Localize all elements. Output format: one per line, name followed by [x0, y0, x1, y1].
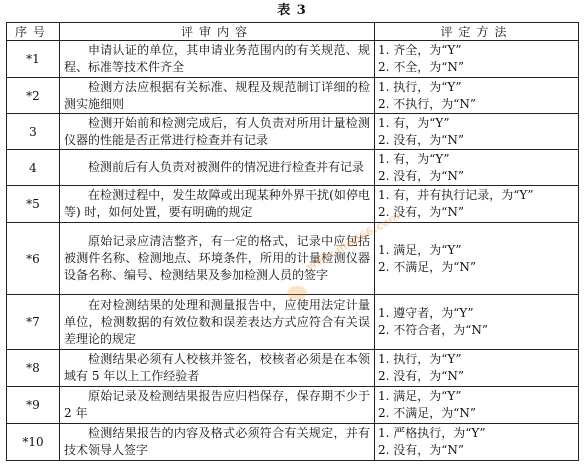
- row-content: [60, 78, 375, 114]
- table-row: [7, 78, 579, 114]
- method-option: 2. 没有，为“N”: [378, 443, 465, 457]
- row-method: [375, 186, 579, 223]
- method-option: 1. 有，为“Y”: [378, 151, 450, 166]
- method-option: 2. 没有，为“N”: [378, 369, 465, 383]
- method-option: 2. 不执行，为“N”: [378, 96, 477, 111]
- method-option: 1. 满足，为“Y”: [378, 242, 462, 257]
- header-method: 评定方法: [375, 23, 579, 41]
- row-number: *9: [7, 387, 60, 424]
- table-row: [7, 223, 579, 295]
- method-option: 1. 执行，为“Y”: [378, 352, 462, 366]
- watermark: www.med66.com: [303, 209, 402, 274]
- row-content: [60, 186, 375, 223]
- method-option: 2. 不满足，为“N”: [378, 406, 477, 420]
- table-row: [7, 387, 579, 424]
- row-number: *1: [7, 41, 60, 78]
- row-number: *7: [7, 295, 60, 350]
- row-content: [60, 114, 375, 150]
- table-row: [7, 150, 579, 186]
- row-content: [60, 387, 375, 424]
- method-option: 1. 有，为“Y”: [378, 115, 450, 130]
- table-row: [7, 424, 579, 461]
- row-method: [375, 78, 579, 114]
- row-method: [375, 387, 579, 424]
- row-content-text: 在检测过程中，发生故障或出现某种外界干扰(如停电等) 时，如何处置，要有明确的规定: [64, 188, 370, 219]
- row-content: [60, 350, 375, 387]
- header-no: 序号: [7, 23, 60, 41]
- row-content-text: 原始记录及检测结果报告应归档保存，保存期不少于 2 年: [64, 389, 370, 420]
- row-content-text: 申请认证的单位，其申请业务范围内的有关规范、规程、标准等技术件齐全: [64, 43, 370, 74]
- row-content: [60, 424, 375, 461]
- table-row: [7, 186, 579, 223]
- row-number: 4: [7, 150, 60, 186]
- table-row: [7, 114, 579, 150]
- row-method: [375, 350, 579, 387]
- row-number: *5: [7, 186, 60, 223]
- header-row: [7, 23, 579, 41]
- row-method: [375, 223, 579, 295]
- row-content-text: 检测结果必须有人校核并签名，校核者必须是在本领域有 5 年以上工作经验者: [64, 352, 370, 383]
- row-method: [375, 150, 579, 186]
- row-content: [60, 295, 375, 350]
- table-title: 表 3: [277, 3, 307, 18]
- row-content-text: 检测结果报告的内容及格式必须符合有关规定，并有技术领导人签字: [64, 426, 370, 457]
- method-option: 2. 没有，为“N”: [378, 168, 465, 183]
- row-method: [375, 114, 579, 150]
- method-option: 1. 齐全，为“Y”: [378, 43, 462, 57]
- row-method: [375, 424, 579, 461]
- header-content: 评审内容: [60, 23, 375, 41]
- evaluation-table: [6, 22, 579, 461]
- table-row: [7, 41, 579, 78]
- method-option: 2. 不符合者，为“N”: [378, 323, 489, 337]
- row-content-text: 检测方法应根据有关标准、规程及规范制订详细的检测实施细则: [64, 79, 370, 111]
- method-option: 2. 没有，为“N”: [378, 132, 465, 147]
- row-content: [60, 150, 375, 186]
- row-number: *10: [7, 424, 60, 461]
- row-content-text: 原始记录应清洁整齐，有一定的格式，记录中应包括被测件名称、检测地点、环境条件，所用的计量检测仪器设备名称、编号、检测结果及参加检测人员的签字: [64, 234, 370, 282]
- row-method: [375, 295, 579, 350]
- table-row: [7, 295, 579, 350]
- row-number: *8: [7, 350, 60, 387]
- method-option: 1. 遵守者，为“Y”: [378, 306, 474, 320]
- method-option: 1. 有，并有执行记录，为“Y”: [378, 188, 534, 202]
- row-number: *6: [7, 223, 60, 295]
- row-content-text: 检测前后有人负责对被测件的情况进行检查并有记录: [88, 160, 365, 174]
- row-content-text: 检测开始前和检测完成后，有人负责对所用计量检测仪器的性能是否正常进行检查并有记录: [64, 115, 370, 147]
- method-option: 2. 不满足，为“N”: [378, 259, 477, 274]
- row-number: *2: [7, 78, 60, 114]
- method-option: 2. 没有，为“N”: [378, 205, 465, 219]
- method-option: 1. 严格执行，为“Y”: [378, 426, 486, 440]
- method-option: 2. 不全，为“N”: [378, 60, 465, 74]
- method-option: 1. 满足，为“Y”: [378, 389, 462, 403]
- row-content-text: 在对检测结果的处理和测量报告中，应使用法定计量单位，检测数据的有效位数和误差表达方式应符合有关误差理论的规定: [64, 297, 370, 346]
- row-content: [60, 223, 375, 295]
- method-option: 1. 执行，为“Y”: [378, 79, 462, 94]
- row-content: [60, 41, 375, 78]
- row-method: [375, 41, 579, 78]
- table-row: [7, 350, 579, 387]
- row-number: 3: [7, 114, 60, 150]
